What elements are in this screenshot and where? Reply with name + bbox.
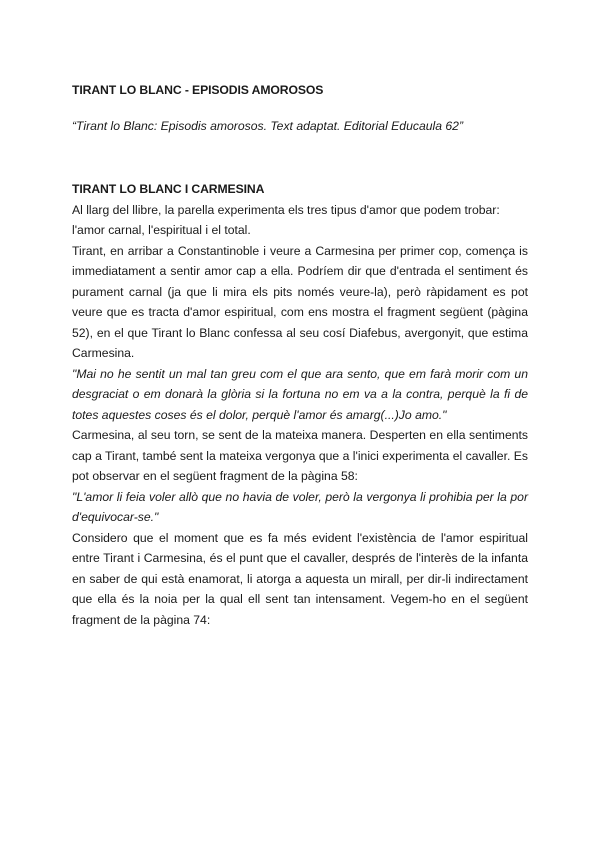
paragraph-intro	[72, 200, 528, 241]
paragraph-carmesina: Carmesina, al seu torn, se sent de la mateixa manera. Desperten en ella sentiments cap a Tirant, també sent la mateixa vergonya que a l'inici experimenta el cavaller. Es pot observar en el següent fragment de la pàgina 58:	[72, 428, 528, 483]
paragraph-intro-line-1: Al llarg del llibre, la parella experimenta els tres tipus d'amor que podem trobar:	[72, 202, 500, 217]
document-title: TIRANT LO BLANC - EPISODIS AMOROSOS	[72, 83, 324, 97]
quote-page-58: "L'amor li feia voler allò que no havia de voler, però la vergonya li prohibia per la por d'equivocar-se."	[72, 489, 528, 524]
page-content	[72, 80, 528, 630]
paragraph-intro-line-2: l'amor carnal, l'espiritual i el total.	[72, 223, 251, 237]
quote-page-52: "Mai no he sentit un mal tan greu com el que ara sento, que em farà morir com un desgraciat o em donarà la glòria si la fortuna no em va a la contra, perquè la fi de totes aquestes coses és el dolor, perquè l'amor és amarg(...)Jo amo."	[72, 366, 528, 422]
section-heading: TIRANT LO BLANC I CARMESINA	[72, 182, 265, 196]
source-citation: “Tirant lo Blanc: Episodis amorosos. Text adaptat. Editorial Educaula 62”	[72, 118, 463, 133]
paragraph-mirror: Considero que el moment que es fa més evident l'existència de l'amor espiritual entre Tirant i Carmesina, és el punt que el cavaller, després de l'interès de la infanta en saber de qui està enamorat, li atorga a aquesta un mirall, per dir-li indirectament que ella és la noia per la qual ell sent tan intensament. Vegem-ho en el següent fragment de la pàgina 74:	[72, 530, 528, 627]
paragraph-tirant: Tirant, en arribar a Constantinoble i veure a Carmesina per primer cop, comença is immediatament a sentir amor cap a ella. Podríem dir que d'entrada el sentiment és purament carnal (ja que li mira els pits només veure-la), però ràpidament es pot veure que es tracta d'amor espiritual, com ens mostra el fragment següent (pàgina 52), en el que Tirant lo Blanc confessa al seu cosí Diafebus, avergonyit, que estima Carmesina.	[72, 243, 528, 360]
